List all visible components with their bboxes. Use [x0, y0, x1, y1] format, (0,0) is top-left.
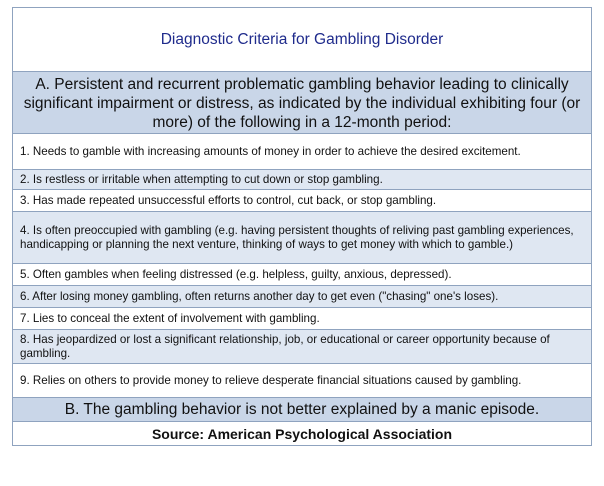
- source-citation: Source: American Psychological Association: [13, 422, 591, 445]
- criterion-item: 6. After losing money gambling, often returns another day to get even ("chasing" one's loses).: [13, 286, 591, 308]
- criterion-item: 2. Is restless or irritable when attempting to cut down or stop gambling.: [13, 170, 591, 190]
- criterion-item: 5. Often gambles when feeling distressed (e.g. helpless, guilty, anxious, depressed).: [13, 264, 591, 286]
- criteria-table: [12, 7, 592, 446]
- criterion-item: 7. Lies to conceal the extent of involvement with gambling.: [13, 308, 591, 330]
- criterion-item: 3. Has made repeated unsuccessful efforts to control, cut back, or stop gambling.: [13, 190, 591, 212]
- criterion-b-heading: B. The gambling behavior is not better explained by a manic episode.: [13, 398, 591, 422]
- criterion-item: 9. Relies on others to provide money to relieve desperate financial situations caused by gambling.: [13, 364, 591, 398]
- criterion-item: 4. Is often preoccupied with gambling (e.g. having persistent thoughts of reliving past gambling experiences, handicapping or planning the next venture, thinking of ways to get money with which to gamble.): [13, 212, 591, 264]
- criterion-item: 8. Has jeopardized or lost a significant relationship, job, or educational or career opportunity because of gambling.: [13, 330, 591, 364]
- criterion-item: 1. Needs to gamble with increasing amounts of money in order to achieve the desired excitement.: [13, 134, 591, 170]
- table-title: Diagnostic Criteria for Gambling Disorder: [13, 8, 591, 72]
- criterion-a-heading: A. Persistent and recurrent problematic gambling behavior leading to clinically significant impairment or distress, as indicated by the individual exhibiting four (or more) of the following in a 12-month period:: [13, 72, 591, 134]
